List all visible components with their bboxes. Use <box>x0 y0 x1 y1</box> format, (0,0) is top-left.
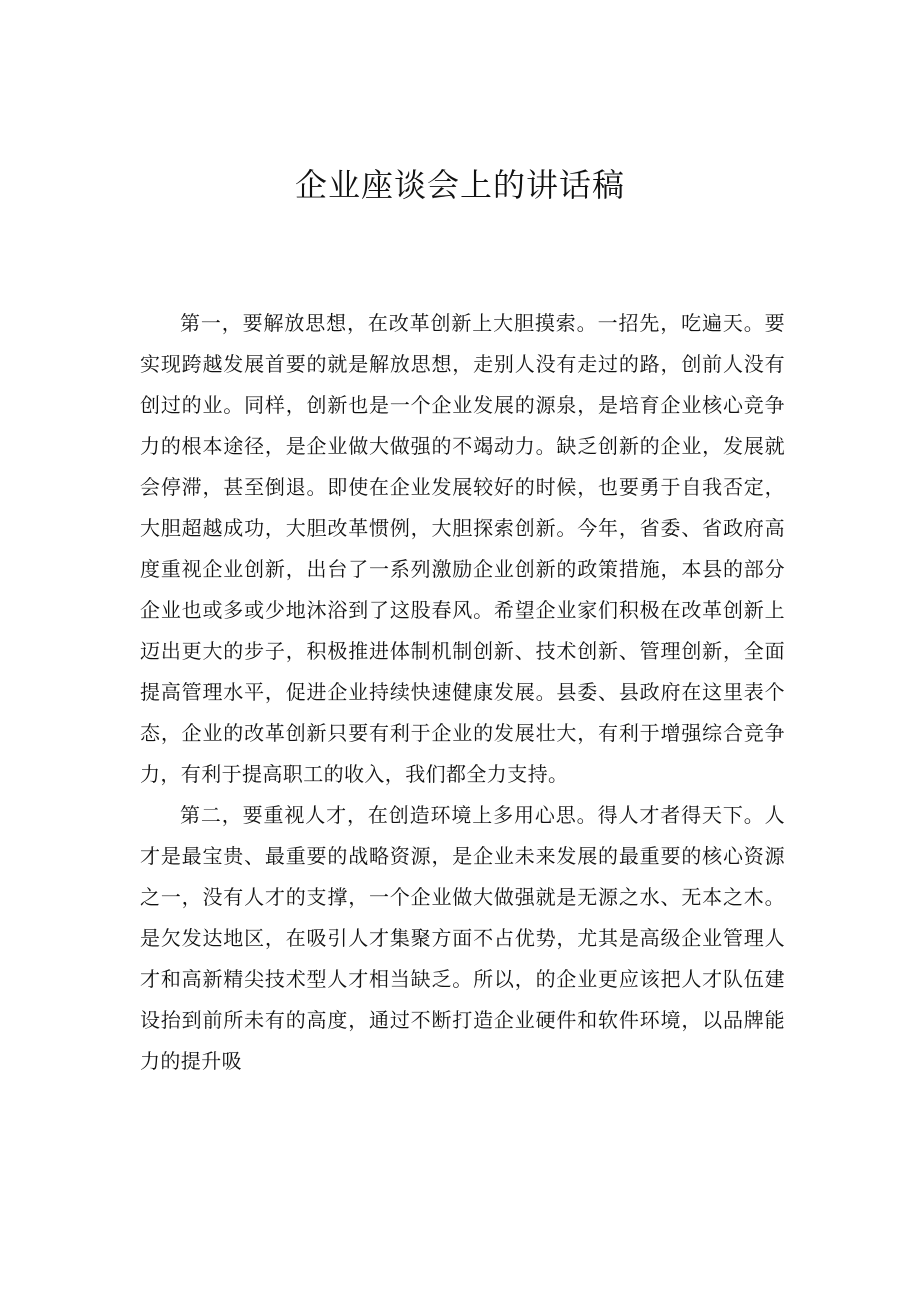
paragraph-1: 第一，要解放思想，在改革创新上大胆摸索。一招先，吃遍天。要实现跨越发展首要的就是解放思想，走别人没有走过的路，创前人没有创过的业。同样，创新也是一个企业发展的源泉，是培育企业核心竞争力的根本途径，是企业做大做强的不竭动力。缺乏创新的企业，发展就会停滞，甚至倒退。即使在企业发展较好的时候，也要勇于自我否定，大胆超越成功，大胆改革惯例，大胆探索创新。今年，省委、省政府高度重视企业创新，出台了一系列激励企业创新的政策措施，本县的部分企业也或多或少地沐浴到了这股春风。希望企业家们积极在改革创新上迈出更大的步子，积极推进体制机制创新、技术创新、管理创新，全面提高管理水平，促进企业持续快速健康发展。县委、县政府在这里表个态，企业的改革创新只要有利于企业的发展壮大，有利于增强综合竞争力，有利于提高职工的收入，我们都全力支持。 <box>140 311 785 786</box>
document-body <box>140 303 785 1082</box>
paragraph-2: 第二，要重视人才，在创造环境上多用心思。得人才者得天下。人才是最宝贵、最重要的战略资源，是企业未来发展的最重要的核心资源之一，没有人才的支撑，一个企业做大做强就是无源之水、无本之木。是欠发达地区，在吸引人才集聚方面不占优势，尤其是高级企业管理人才和高新精尖技术型人才相当缺乏。所以，的企业更应该把人才队伍建设抬到前所未有的高度，通过不断打造企业硬件和软件环境，以品牌能力的提升吸 <box>140 803 785 1073</box>
page-title: 企业座谈会上的讲话稿 <box>294 166 625 204</box>
